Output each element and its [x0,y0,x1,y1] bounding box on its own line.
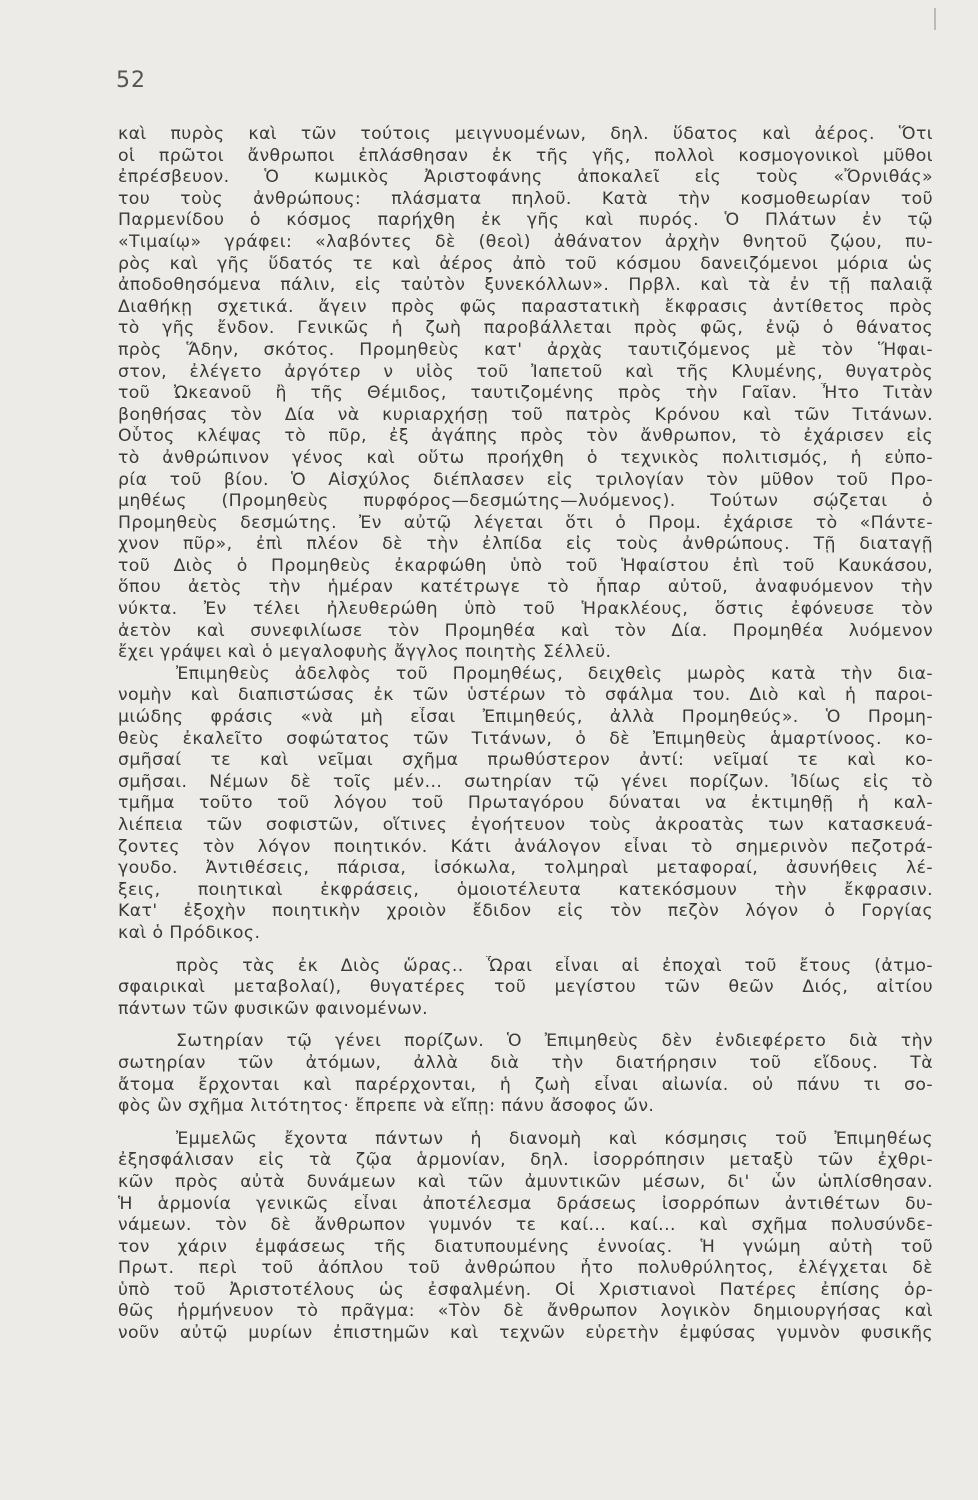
text-line: τὸ ἀνθρώπινον γένος καὶ οὕτω προήχθη ὁ τεχνικὸς πολιτισμός, ἡ εὐπο- [118,447,933,468]
text-line: Οὗτος κλέψας τὸ πῦρ, ἐξ ἀγάπης πρὸς τὸν ἄνθρωπον, τὸ ἐχάρισεν εἰς [118,426,933,447]
text-line: Ἡ ἁρμονία γενικῶς εἶναι ἀποτέλεσμα δράσεως ἰσορρόπων ἀντιθέτων δυ- [118,1193,933,1214]
text-line: λιέπεια τῶν σοφιστῶν, οἵτινες ἐγοήτευον τοὺς ἀκροατὰς των κατασκευά- [118,815,933,835]
text-line: σφαιρικαὶ μεταβολαί), θυγατέρες τοῦ μεγίστου τῶν θεῶν Διός, αἰτίου [118,977,933,998]
text-line: κῶν πρὸς αὐτὰ δυνάμεων καὶ τῶν ἀμυντικῶν μέσων, δι' ὧν ὡπλίσθησαν. [118,1171,933,1192]
text-line: καὶ ὁ Πρόδικος. [118,922,261,943]
text-line: ἀετὸν καὶ συνεφιλίωσε τὸν Προμηθέα καὶ τὸν Δία. Προμηθέα λυόμενον [118,620,933,641]
text-line: Ἐπιμηθεὺς ἀδελφὸς τοῦ Προμηθέως, δειχθεὶς μωρὸς κατὰ τὴν δια- [176,663,933,684]
text-line: μηθέως (Προμηθεὺς πυρφόρος—δεσμώτης—λυόμενος). Τούτων σῴζεται ὁ [118,491,933,512]
text-line: οἱ πρῶτοι ἄνθρωποι ἐπλάσθησαν ἐκ τῆς γῆς, πολλοὶ κοσμογονικοὶ μῦθοι [118,145,933,166]
text-line: θῶς ἡρμήνευον τὸ πρᾶγμα: «Τὸν δὲ ἄνθρωπον λογικὸν δημιουργήσας καὶ [118,1301,933,1322]
text-line: ὑπὸ τοῦ Ἀριστοτέλους ὡς ἐσφαλμένη. Οἱ Χριστιανοὶ Πατέρες ἐπίσης ὀρ- [118,1279,933,1300]
text-line: τοῦ Ὠκεανοῦ ἢ τῆς Θέμιδος, ταυτιζομένης πρὸς τὴν Γαῖαν. Ἦτο Τιτὰν [118,383,933,404]
text-line: Ἐμμελῶς ἔχοντα πάντων ἡ διανομὴ καὶ κόσμησις τοῦ Ἐπιμηθέως [176,1128,933,1149]
text-line: καὶ πυρὸς καὶ τῶν τούτοις μειγνυομένων, δηλ. ὕδατος καὶ ἀέρος. Ὅτι [118,124,933,144]
text-line: στον, ἐλέγετο ἀργότερ ν υἱὸς τοῦ Ἰαπετοῦ καὶ τῆς Κλυμένης, θυγατρὸς [118,361,933,382]
text-line: Κατ' ἐξοχὴν ποιητικὴν χροιὸν ἔδιδον εἰς τὸν πεζὸν λόγον ὁ Γοργίας [118,901,933,922]
text-line: ζοντες τὸν λόγον ποιητικόν. Κάτι ἀνάλογον εἶναι τὸ σημερινὸν πεζοτρά- [118,836,933,857]
text-line: χνον πῦρ», ἐπὶ πλέον δὲ τὴν ἐλπίδα εἰς τοὺς ἀνθρώπους. Τῇ διαταγῇ [118,534,933,555]
text-line: σμῆσαί τε καὶ νεῖμαι σχῆμα πρωθύστερον ἀντί: νεῖμαί τε καὶ κο- [118,750,933,771]
text-line: σμῆσαι. Νέμων δὲ τοῖς μέν... σωτηρίαν τῷ γένει πορίζων. Ἰδίως εἰς τὸ [118,771,933,792]
text-line: γουδο. Ἀντιθέσεις, πάρισα, ἰσόκωλα, τολμηραὶ μεταφοραί, ἀσυνήθεις λέ- [118,858,933,879]
text-line: φὸς ὢν σχῆμα λιτότητος· ἔπρεπε νὰ εἴπῃ: πάνυ ἄσοφος ὤν. [118,1096,655,1117]
text-line: Σωτηρίαν τῷ γένει πορίζων. Ὁ Ἐπιμηθεὺς δὲν ἐνδιεφέρετο διὰ τὴν [176,1031,933,1052]
text-line: του τοὺς ἀνθρώπους: πλάσματα πηλοῦ. Κατὰ τὴν κοσμοθεωρίαν τοῦ [118,188,933,209]
text-line: ἐξησφάλισαν εἰς τὰ ζῷα ἁρμονίαν, δηλ. ἰσορρόπησιν μεταξὺ τῶν ἐχθρι- [118,1150,933,1171]
text-line: ρὸς καὶ γῆς ὕδατός τε καὶ ἀέρος ἀπὸ τοῦ κόσμου δανειζόμενοι μόρια ὡς [118,253,933,274]
text-line: Πρωτ. περὶ τοῦ ἀόπλου τοῦ ἀνθρώπου ἦτο πολυθρύλητος, ἐλέγχεται δὲ [118,1258,933,1279]
text-line: ἔχει γράψει καὶ ὁ μεγαλοφυὴς ἄγγλος ποιητὴς Σέλλεϋ. [118,642,612,663]
text-line: ἀποδοθησόμενα πάλιν, εἰς ταὐτὸν ξυνεκόλλων». Πρβλ. καὶ τὰ ἐν τῇ παλαιᾷ [118,275,933,296]
text-line: πρὸς τὰς ἐκ Διὸς ὥρας.. Ὧραι εἶναι αἱ ἐποχαὶ τοῦ ἔτους (ἀτμο- [176,955,933,976]
text-line: Προμηθεὺς δεσμώτης. Ἐν αὐτῷ λέγεται ὅτι ὁ Προμ. ἐχάρισε τὸ «Πάντε- [118,512,933,533]
text-line: τοῦ Διὸς ὁ Προμηθεὺς ἐκαρφώθη ὑπὸ τοῦ Ἡφαίστου ἐπὶ τοῦ Καυκάσου, [118,555,933,576]
text-line: Παρμενίδου ὁ κόσμος παρήχθη ἐκ γῆς καὶ πυρός. Ὁ Πλάτων ἐν τῷ [118,210,933,231]
text-line: τμῆμα τοῦτο τοῦ λόγου τοῦ Πρωταγόρου δύναται να ἐκτιμηθῇ ἡ καλ- [118,793,933,814]
text-line: σωτηρίαν τῶν ἀτόμων, ἀλλὰ διὰ τὴν διατήρησιν τοῦ εἴδους. Τὰ [118,1052,933,1073]
text-line: μιώδης φράσις «νὰ μὴ εἶσαι Ἐπιμηθεύς, ἀλλὰ Προμηθεύς». Ὁ Προμη- [118,707,933,728]
text-line: ἐπρέσβευον. Ὁ κωμικὸς Ἀριστοφάνης ἀποκαλεῖ εἰς τοὺς «Ὄρνιθάς» [118,167,933,188]
text-line: νομὴν καὶ διαπιστώσας ἐκ τῶν ὑστέρων τὸ σφάλμα του. Διὸ καὶ ἡ παροι- [118,685,933,706]
text-line: ὅπου ἀετὸς τὴν ἡμέραν κατέτρωγε τὸ ἧπαρ αὐτοῦ, ἀναφυόμενον τὴν [118,577,933,598]
text-line: τὸ γῆς ἔνδον. Γενικῶς ἡ ζωὴ παροβάλλεται πρὸς φῶς, ἐνῷ ὁ θάνατος [118,318,933,339]
text-line: Διαθήκῃ σχετικά. ἄγειν πρὸς φῶς παραστατικὴ ἔκφρασις ἀντίθετος πρὸς [118,296,933,317]
text-line: νοῦν αὐτῷ μυρίων ἐπιστημῶν καὶ τεχνῶν εὑρετὴν ἐμφύσας γυμνὸν φυσικῆς [118,1323,933,1344]
text-line: τον χάριν ἐμφάσεως τῆς διατυπουμένης ἐννοίας. Ἡ γνώμη αὐτὴ τοῦ [118,1236,933,1257]
text-line: ἄτομα ἔρχονται καὶ παρέρχονται, ἡ ζωὴ εἶναι αἰωνία. οὐ πάνυ τι σο- [118,1074,933,1095]
text-line: πρὸς Ἅδην, σκότος. Προμηθεὺς κατ' ἀρχὰς ταυτιζόμενος μὲ τὸν Ἥφαι- [118,339,933,360]
body-text [118,124,933,1345]
text-line: βοηθήσας τὸν Δία νὰ κυριαρχήσῃ τοῦ πατρὸς Κρόνου καὶ τῶν Τιτάνων. [118,404,933,425]
text-line: θεὺς ἐκαλεῖτο σοφώτατος τῶν Τιτάνων, ὁ δὲ Ἐπιμηθεὺς ἁμαρτίνοος. κο- [118,728,933,749]
page-number: 52 [116,68,146,93]
text-line: νύκτα. Ἐν τέλει ἠλευθερώθη ὑπὸ τοῦ Ἡρακλέους, ὅστις ἐφόνευσε τὸν [118,599,933,620]
text-line: «Τιμαίῳ» γράφει: «λαβόντες δὲ (θεοὶ) ἀθάνατον ἀρχὴν θνητοῦ ζῴου, πυ- [118,231,933,252]
text-line: ξεις, ποιητικαὶ ἐκφράσεις, ὁμοιοτέλευτα κατεκόσμουν τὴν ἔκφρασιν. [118,879,933,900]
text-line: πάντων τῶν φυσικῶν φαινομένων. [118,998,428,1019]
text-line: ρία τοῦ βίου. Ὁ Αἰσχύλος διέπλασεν εἰς τριλογίαν τὸν μῦθον τοῦ Προ- [118,469,933,490]
scan-artifact-mark [934,8,936,30]
text-line: νάμεων. τὸν δὲ ἄνθρωπον γυμνόν τε καί... καί... καὶ σχῆμα πολυσύνδε- [118,1215,933,1236]
